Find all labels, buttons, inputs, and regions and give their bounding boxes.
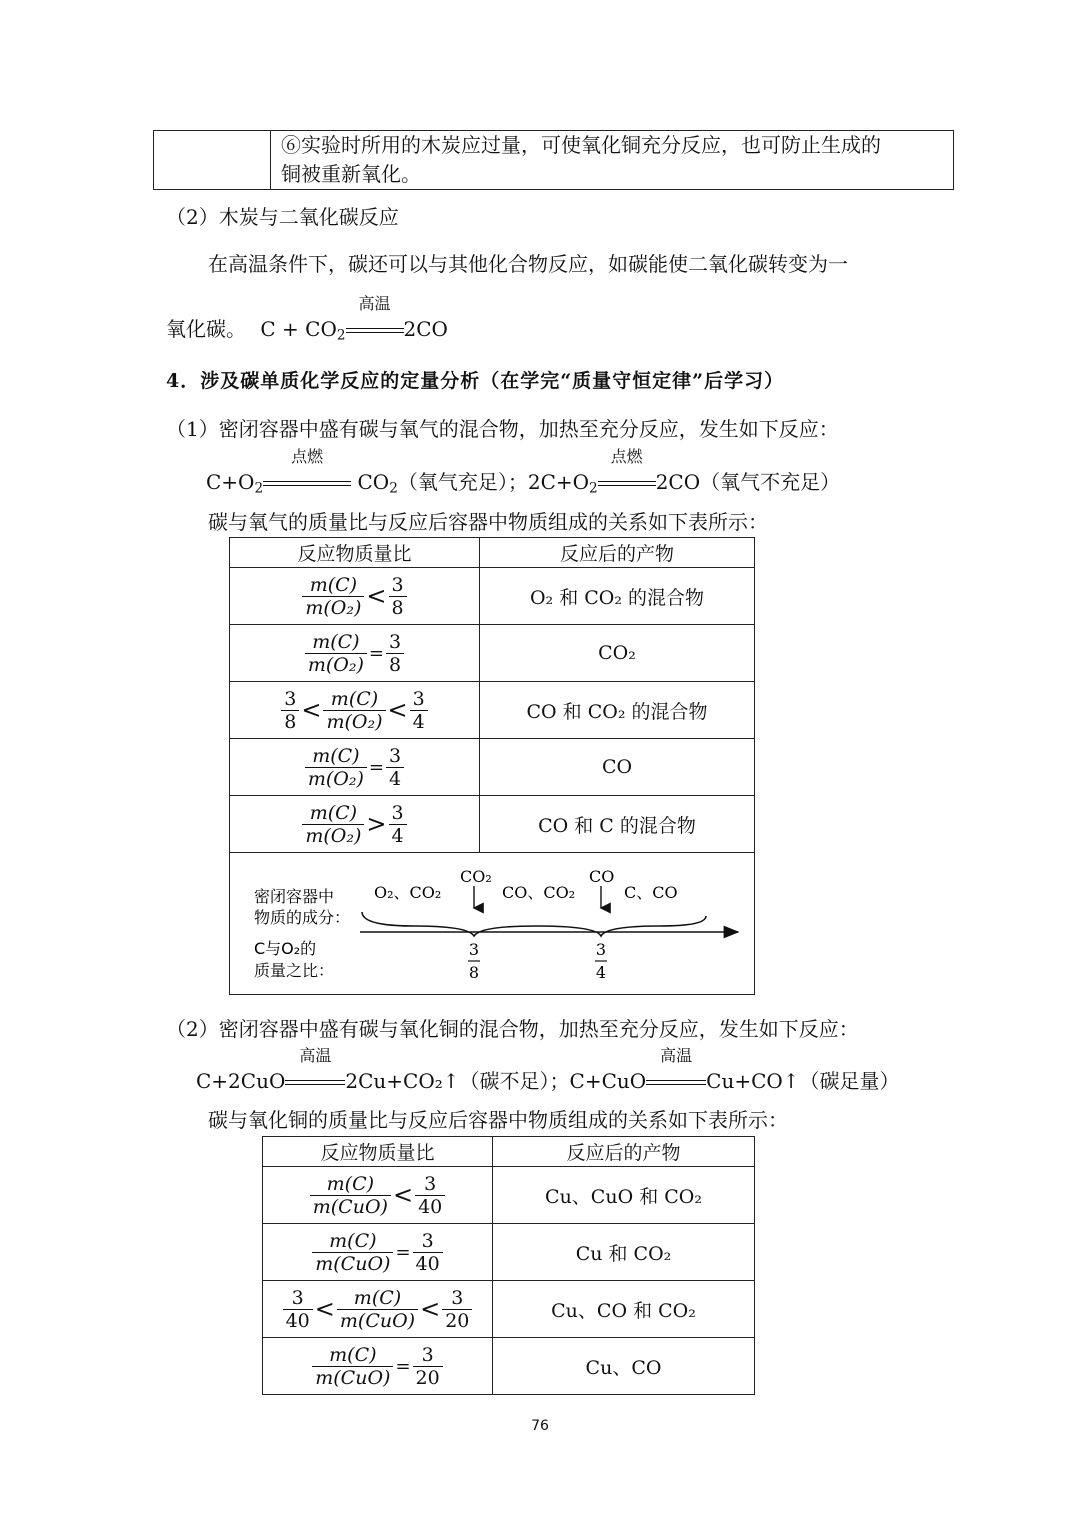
p1-eq2-cond-label: 点燃 xyxy=(610,447,643,466)
p1-eq1-note: （氧气充足）； xyxy=(397,470,528,494)
equation-c-co2 xyxy=(166,294,448,344)
p1-eq2-left: 2C+O xyxy=(527,470,590,494)
table2-ratio-row3: $\frac{3}{40}$ < $\frac{m(C)}{\text{m(CuO)}}$ < $\frac{3}{20}$ xyxy=(263,1281,493,1338)
eq-left-sub: 2 xyxy=(336,327,346,344)
eq-condition xyxy=(346,294,404,343)
table1-product-row2: CO₂ xyxy=(480,625,755,682)
table2-ratio-row4: $\frac{m(C)}{\text{m(CuO)}}$ = $\frac{3}{20}$ xyxy=(263,1338,493,1395)
diagram-tick1-den: 8 xyxy=(468,962,480,982)
subheading-charcoal-co2: （2）木炭与二氧化碳反应 xyxy=(166,205,399,229)
section-4-heading: 4．涉及碳单质化学反应的定量分析（在学完“质量守恒定律”后学习） xyxy=(166,370,785,392)
diagram-tick1-num: 3 xyxy=(468,939,480,959)
diagram-label-bot-2: 质量之比： xyxy=(254,960,335,980)
p2-eq1-cond xyxy=(285,1046,345,1095)
cuo-ratio-table xyxy=(262,1136,755,1395)
table2-ratio-row2: $\frac{m(C)}{\text{m(CuO)}}$ = $\frac{3}{40}$ xyxy=(263,1224,493,1281)
table1-product-row4: CO xyxy=(480,739,755,796)
top-table-line1: ⑥实验时所用的木炭应过量，可使氧化铜充分反应，也可防止生成的 xyxy=(281,133,881,157)
table1-ratio-row3: $\frac{3}{8}$ < $\frac{m(C)}{\text{m(O₂)}}$ < $\frac{3}{4}$ xyxy=(230,682,480,739)
p2-equations xyxy=(196,1046,900,1095)
table1-ratio-row1: $\frac{m(C)}{\text{m(O₂)}}$ < $\frac{3}{8}$ xyxy=(230,568,480,625)
p2-eq1-cond-label: 高温 xyxy=(299,1046,332,1065)
p1-eq2-right: 2CO（氧气不充足） xyxy=(655,470,841,494)
eq-right: 2CO xyxy=(403,317,448,341)
p2-eq2-cond xyxy=(646,1046,706,1095)
table1-product-row5: CO 和 C 的混合物 xyxy=(480,796,755,853)
table1-ratio-row5: $\frac{m(C)}{\text{m(O₂)}}$ > $\frac{3}{4}$ xyxy=(230,796,480,853)
ratio-number-line-diagram xyxy=(230,854,754,994)
p1-equations: $C+O_2$ 点燃 $CO_2$（氧气充足）；$2C+O_2$ 点燃 2CO（氧气不充足） xyxy=(206,447,841,497)
table2-header-product: 反应后的产物 xyxy=(493,1137,755,1167)
top-table-text-cell xyxy=(271,131,954,190)
p1-eq1-cond-label: 点燃 xyxy=(291,447,324,466)
diagram-label-top-1: 密闭容器中 xyxy=(254,886,335,906)
p1-eq1-cond xyxy=(263,447,351,496)
diagram-tick2-den: 4 xyxy=(595,962,607,982)
p2-eq2-right: Cu+CO↑（碳足量） xyxy=(706,1069,900,1093)
p2-eq1-left: C+2CuO xyxy=(196,1069,286,1093)
p1-eq1-right: CO xyxy=(357,470,390,494)
table1-diagram-cell xyxy=(230,853,755,995)
diagram-label-top-2: 物质的成分： xyxy=(254,907,351,927)
diagram-region-2: CO、CO₂ xyxy=(502,882,576,902)
table2-product-row1: Cu、CuO 和 CO₂ xyxy=(493,1167,755,1224)
diagram-marker-2: CO xyxy=(589,866,615,886)
table1-header-product: 反应后的产物 xyxy=(480,538,755,568)
table1-product-row3: CO 和 CO₂ 的混合物 xyxy=(480,682,755,739)
p2-eq2-cond-label: 高温 xyxy=(660,1046,693,1065)
diagram-label-bot-1: C与O₂的 xyxy=(254,938,317,958)
table2-product-row2: Cu 和 CO₂ xyxy=(493,1224,755,1281)
top-table xyxy=(153,130,954,190)
paragraph-high-temp: 在高温条件下，碳还可以与其他化合物反应，如碳能使二氧化碳转变为一 xyxy=(208,252,848,276)
page-number: 76 xyxy=(531,1418,549,1434)
eq-condition-label: 高温 xyxy=(358,294,391,313)
p1-eq1-left: C+O xyxy=(206,470,255,494)
diagram-tick2-num: 3 xyxy=(595,939,607,959)
p1-eq2-cond xyxy=(598,447,656,496)
eq-left: C + CO xyxy=(260,317,337,341)
table2-ratio-row1: $\frac{m(C)}{\text{m(CuO)}}$ < $\frac{3}{40}$ xyxy=(263,1167,493,1224)
diagram-region-1: O₂、CO₂ xyxy=(374,882,442,902)
table1-header-ratio: 反应物质量比 xyxy=(230,538,480,568)
table1-ratio-row2: $\frac{m(C)}{\text{m(O₂)}}$ = $\frac{3}{8}$ xyxy=(230,625,480,682)
oxygen-ratio-table xyxy=(229,537,755,995)
table2-header-ratio: 反应物质量比 xyxy=(263,1137,493,1167)
p1-table-intro: 碳与氧气的质量比与反应后容器中物质组成的关系如下表所示： xyxy=(208,510,768,534)
table1-ratio-row4: $\frac{m(C)}{\text{m(O₂)}}$ = $\frac{3}{4}$ xyxy=(230,739,480,796)
eq-prefix: 氧化碳。 xyxy=(166,317,246,341)
table2-product-row3: Cu、CO 和 CO₂ xyxy=(493,1281,755,1338)
p2-eq1-right: 2Cu+CO₂↑（碳不足）； xyxy=(345,1069,570,1093)
p2-intro: （2）密闭容器中盛有碳与氧化铜的混合物，加热至充分反应，发生如下反应： xyxy=(166,1017,859,1041)
table1-product-row1: O₂ 和 CO₂ 的混合物 xyxy=(480,568,755,625)
top-table-line2: 铜被重新氧化。 xyxy=(281,162,421,186)
p2-table-intro: 碳与氧化铜的质量比与反应后容器中物质组成的关系如下表所示： xyxy=(208,1108,788,1132)
diagram-region-3: C、CO xyxy=(624,882,678,902)
table2-product-row4: Cu、CO xyxy=(493,1338,755,1395)
top-table-empty-cell xyxy=(154,131,271,190)
diagram-marker-1: CO₂ xyxy=(460,866,492,886)
p1-intro: （1）密闭容器中盛有碳与氧气的混合物，加热至充分反应，发生如下反应： xyxy=(166,417,839,441)
p2-eq2-left: C+CuO xyxy=(569,1069,647,1093)
